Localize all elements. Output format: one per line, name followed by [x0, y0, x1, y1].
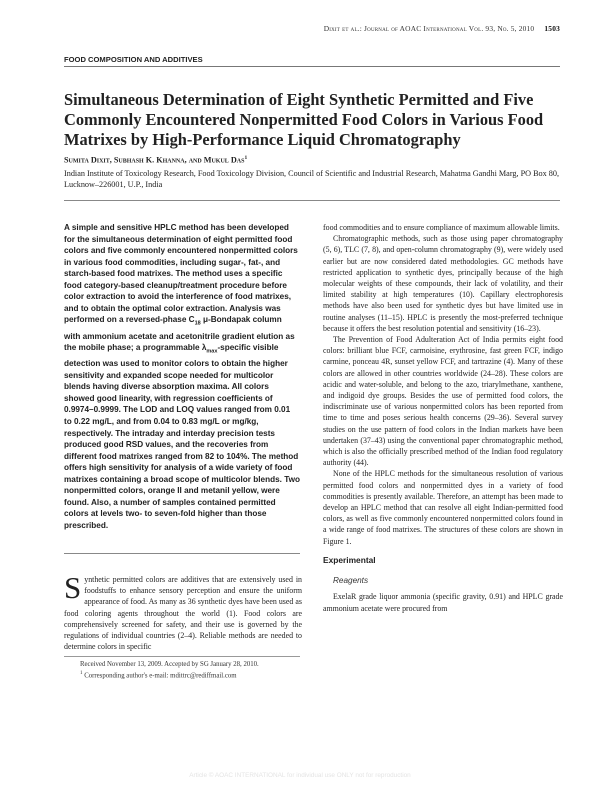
abstract [64, 222, 300, 532]
footnotes [80, 660, 310, 680]
paragraph: None of the HPLC methods for the simultaneous resolution of various permitted food colors and nonpermitted dyes in a variety of food commodities is presently available. Therefore, an attempt has been made to develop an HPLC method that can resolve all eight Indian-permitted food colors, as well as five commonly encountered nonpermitted colors found in a wide range of food matrixes. The structures of these colors are shown in Figure 1. [323, 469, 563, 546]
article-title: Simultaneous Determination of Eight Synthetic Permitted and Five Commonly Encountered Nonpermitted Food Colors in Various Food Matrixes by High-Performance Liquid Chromatography [64, 90, 544, 149]
footnote-marker: 1 [80, 671, 83, 676]
watermark: Article © AOAC INTERNATIONAL for individual use ONLY not for reproduction [189, 772, 411, 779]
intro-text: ynthetic permitted colors are additives that are extensively used in foodstuffs to enhance sensory perception and ensure the uniform appearance of food. As many as 36 synthetic dyes have been used as food coloring agents throughout the world (1). Food colors are comprehensively screened for safety, and their use is governed by the regulations of individual countries (2–4). Reliable methods are needed to determine colors in specific [64, 575, 302, 652]
abstract-text-1: A simple and sensitive HPLC method has been developed for the simultaneous determination of eight permitted food colors and five commonly encountered nonpermitted colors in various food commodities, including sugar-, fat-, and starch-based food matrixes. The method uses a specific food category-based cleanup/treatment procedure before color extraction to avoid the interference of food matrixes, and to obtain the optimal color extraction. Analysis was performed on a reversed-phase C [64, 223, 298, 325]
abstract-text-2: -Bondapak column with ammonium acetate and acetonitrile gradient elution as the mobile phase; a programmable λ [64, 315, 295, 353]
affiliation: Indian Institute of Toxicology Research, Food Toxicology Division, Council of Scientific and Industrial Research, Mahatma Gandhi Marg, PO Box 80, Lucknow–226001, U.P., India [64, 169, 560, 189]
divider [64, 553, 300, 554]
page-number: 1503 [544, 24, 560, 33]
running-head [324, 24, 560, 33]
author-line [64, 155, 247, 165]
paragraph: food commodities and to ensure compliance of maximum allowable limits. [323, 223, 560, 232]
abstract-text-3: -specific visible detection was used to monitor colors to obtain the higher sensitivity and expanded scope needed for multicolor blends having diverse absorption maxima. All colors showed good linearity, with regression coefficients of 0.9974–0.9999. The LOD and LOQ values ranged from 0.01 to 0.22 mg/L, and from 0.04 to 0.83 mg/L or mg/kg, respectively. The intraday and interday precision tests produced good RSD values, and the recoveries from different food matrixes ranged from 82 to 104%. The method offers high sensitivity for analysis of a wide variety of food matrixes containing a broad scope of multicolor blends. Two nonpermitted colors, orange II and metanil yellow, were found. Also, a number of samples contained permitted colors at levels two- to seven-fold higher than those prescribed. [64, 343, 300, 530]
body-column-right [323, 222, 563, 614]
section-heading-experimental: Experimental [323, 554, 376, 565]
paragraph: Chromatographic methods, such as those using paper chromatography (5, 6), TLC (7, 8), and open-column chromatography (9), were widely used earlier but are now considered dated methodologies. GC methods have restricted application to synthetic dyes, principally because of the high molecular weights of these compounds, their lack of volatility, and their limited stability at high temperatures (10). Capillary electrophoresis methods have also been used for synthetic dyes but have limited use in routine analyses (11–15). HPLC is presently the most-preferred technique because it offers the best resolution potential and sensitivity (16–23). [323, 234, 563, 333]
corresponding-note [80, 669, 310, 680]
footnote-divider [64, 656, 300, 657]
abstract-mu: μ [200, 315, 209, 325]
paragraph: The Prevention of Food Adulteration Act of India permits eight food colors: brilliant blue FCF, carmoisine, erythrosine, fast green FCF, indigo carmine, ponceau 4R, sunset yellow FCF, and tartrazine (4). Many of these colors are allowed in other countries worldwide (24–28). These colors are acidic and water-soluble, and belong to the azo, triarylmethane, xanthene, and indigoid dye groups. Besides the use of permitted food colors, the indiscriminate use of various nonpermitted colors has been reported from time to time and poses serious health concerns (29–36). Several survey studies on the use pattern of food colors in the Indian markets have been undertaken (37–43) using the conventional paper chromatographic method, which is also the officially prescribed method of the Indian food regulatory authority (44). [323, 335, 563, 468]
received-note: Received November 13, 2009. Accepted by SG January 28, 2010. [80, 661, 259, 668]
subsection-heading-reagents: Reagents [333, 576, 369, 586]
paragraph: ExelaR grade liquor ammonia (specific gravity, 0.91) and HPLC grade ammonium acetate were procured from [323, 592, 563, 613]
introduction [64, 570, 302, 652]
divider [64, 66, 560, 67]
abstract-sub-18: 18 [194, 321, 201, 328]
corresponding-text: Corresponding author's e-mail: mdittrc@rediffmail.com [84, 672, 237, 680]
abstract-sub-max: max [206, 348, 218, 355]
author-marker: 1 [244, 155, 248, 161]
running-head-text: Dixit et al.: Journal of AOAC International Vol. 93, No. 5, 2010 [323, 24, 535, 33]
author-names: Sumita Dixit, Subhash K. Khanna, and Mukul Das [64, 155, 245, 165]
divider [64, 200, 560, 201]
drop-cap: S [64, 570, 82, 605]
section-label: FOOD COMPOSITION AND ADDITIVES [64, 55, 203, 64]
